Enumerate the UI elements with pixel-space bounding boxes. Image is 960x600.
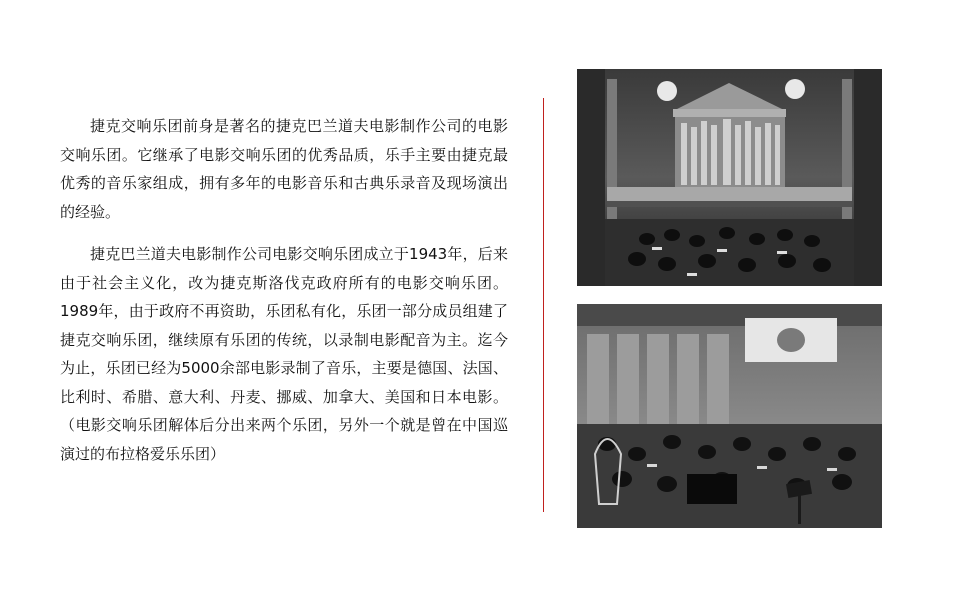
red-divider-line <box>543 98 544 512</box>
body-text <box>60 112 508 482</box>
paragraph-2: 捷克巴兰道夫电影制作公司电影交响乐团成立于1943年，后来由于社会主义化，改为捷克斯洛伐克政府所有的电影交响乐团。1989年，由于政府不再资助，乐团私有化，乐团一部分成员组建了捷克交响乐团，继续原有乐团的传统，以录制电影配音为主。迄今为止，乐团已经为5000余部电影录制了音乐，主要是德国、法国、比利时、希腊、意大利、丹麦、挪威、加拿大、美国和日本电影。（电影交响乐团解体后分出来两个乐团，另外一个就是曾在中国巡演过的布拉格爱乐乐团） <box>60 245 508 463</box>
recording-studio-photo <box>577 304 882 528</box>
concert-hall-photo <box>577 69 882 286</box>
paragraph-1: 捷克交响乐团前身是著名的捷克巴兰道夫电影制作公司的电影交响乐团。它继承了电影交响乐团的优秀品质，乐手主要由捷克最优秀的音乐家组成，拥有多年的电影音乐和古典乐录音及现场演出的经验。 <box>60 117 508 221</box>
